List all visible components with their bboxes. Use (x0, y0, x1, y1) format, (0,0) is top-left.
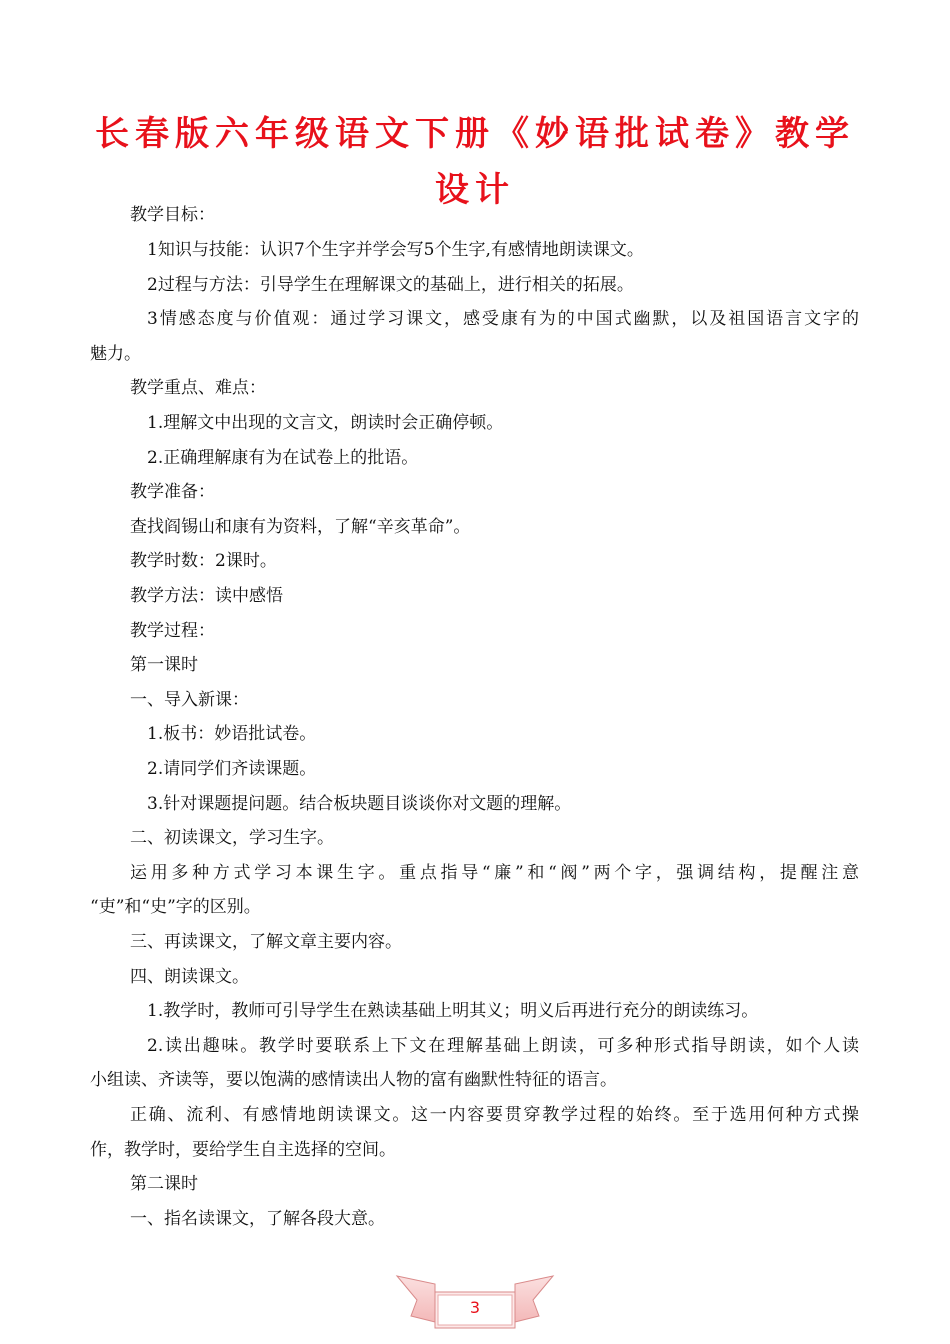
text-line: 2.正确理解康有为在试卷上的批语。 (147, 448, 419, 468)
text-line: 教学重点、难点： (130, 378, 266, 398)
text-line: 小组读、齐读等，要以饱满的感情读出人物的富有幽默性特征的语言。 (90, 1070, 617, 1090)
text-line: “吏”和“史”字的区别。 (90, 897, 261, 917)
text-line: 2过程与方法：引导学生在理解课文的基础上，进行相关的拓展。 (147, 275, 634, 295)
text-line: 第一课时 (130, 655, 198, 675)
text-line: 运用多种方式学习本课生字。重点指导“廉”和“阀”两个字，强调结构，提醒注意 (130, 863, 859, 883)
text-line: 魅力。 (90, 344, 141, 364)
document-title: 长春版六年级语文下册《妙语批试卷》教学设计 (95, 114, 855, 210)
text-line: 教学准备： (130, 482, 215, 502)
text-line: 二、初读课文，学习生字。 (130, 828, 334, 848)
text-line: 1.教学时，教师可引导学生在熟读基础上明其义；明义后再进行充分的朗读练习。 (147, 1001, 759, 1021)
text-line: 教学过程： (130, 621, 215, 641)
text-line: 四、朗读课文。 (130, 967, 249, 987)
text-line: 2.读出趣味。教学时要联系上下文在理解基础上朗读，可多种形式指导朗读，如个人读 (147, 1036, 859, 1056)
text-line: 一、指名读课文，了解各段大意。 (130, 1209, 385, 1229)
text-line: 1知识与技能：认识7个生字并学会写5个生字,有感情地朗读课文。 (147, 240, 644, 260)
text-line: 一、导入新课： (130, 690, 249, 710)
text-line: 教学目标： (130, 205, 215, 225)
page-number: 3 (469, 1298, 481, 1317)
text-line: 3.针对课题提问题。结合板块题目谈谈你对文题的理解。 (147, 794, 572, 814)
text-line: 1.板书：妙语批试卷。 (147, 724, 317, 744)
text-line: 教学时数：2课时。 (130, 551, 277, 571)
text-line: 1.理解文中出现的文言文，朗读时会正确停顿。 (147, 413, 504, 433)
text-line: 2.请同学们齐读课题。 (147, 759, 317, 779)
text-line: 教学方法：读中感悟 (130, 586, 283, 606)
text-line: 作，教学时，要给学生自主选择的空间。 (90, 1140, 396, 1160)
text-line: 查找阎锡山和康有为资料，了解“辛亥革命”。 (130, 517, 471, 537)
text-line: 第二课时 (130, 1174, 198, 1194)
text-line: 正确、流利、有感情地朗读课文。这一内容要贯穿教学过程的始终。至于选用何种方式操 (130, 1105, 859, 1125)
text-line: 3情感态度与价值观：通过学习课文，感受康有为的中国式幽默，以及祖国语言文字的 (147, 309, 859, 329)
text-line: 三、再读课文，了解文章主要内容。 (130, 932, 402, 952)
